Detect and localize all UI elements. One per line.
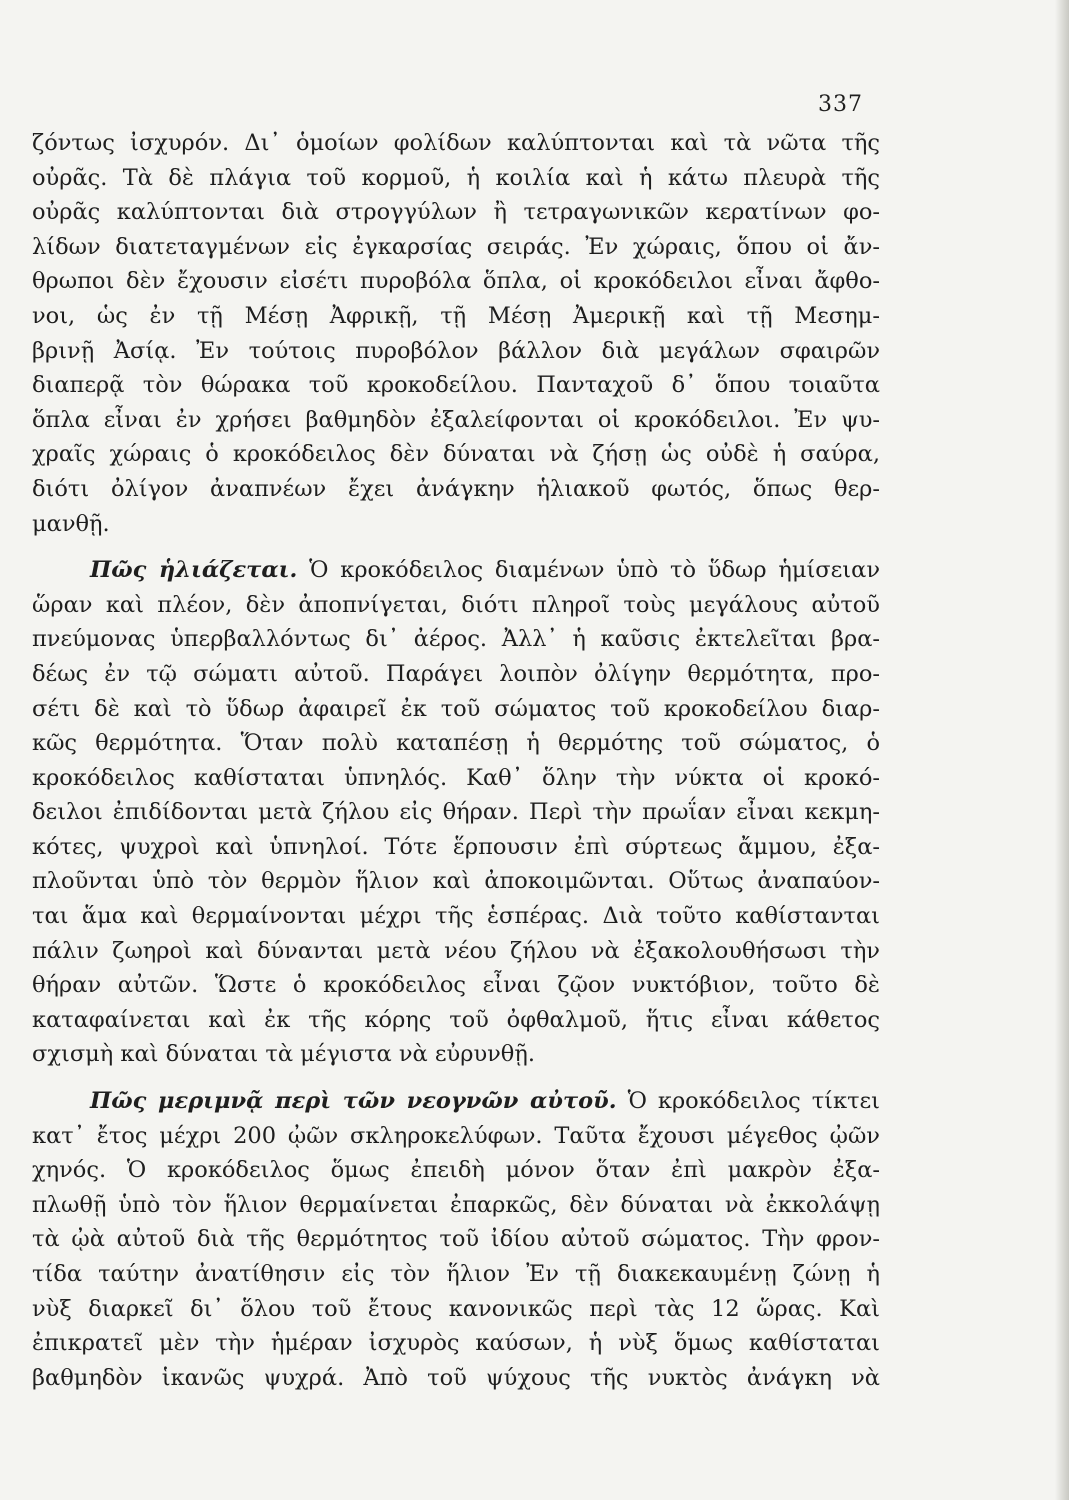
paragraph-3: [32, 1084, 880, 1395]
text-line: τὰ ᾠὰ αὐτοῦ διὰ τῆς θερμότητος τοῦ ἰδίου αὐτοῦ σώματος. Τὴν φρον-: [32, 1226, 880, 1253]
text-line: οὐρᾶς. Τὰ δὲ πλάγια τοῦ κορμοῦ, ἡ κοιλία καὶ ἡ κάτω πλευρὰ τῆς: [32, 164, 880, 191]
paragraph-first-line: [32, 553, 880, 588]
page-number: 337: [818, 92, 863, 117]
paragraph-first-line: [32, 1084, 880, 1119]
text-line: διότι ὀλίγον ἀναπνέων ἔχει ἀνάγκην ἡλιακοῦ φωτός, ὅπως θερ-: [32, 475, 880, 502]
text-line: καταφαίνεται καὶ ἐκ τῆς κόρης τοῦ ὀφθαλμοῦ, ἥτις εἶναι κάθετος: [32, 1006, 880, 1033]
text-line: κατ᾽ ἔτος μέχρι 200 ᾠῶν σκληροκελύφων. Ταῦτα ἔχουσι μέγεθος ᾠῶν: [32, 1122, 880, 1149]
text-line: νοι, ὡς ἐν τῇ Μέσῃ Ἀφρικῇ, τῇ Μέσῃ Ἀμερικῇ καὶ τῇ Μεσημ-: [32, 302, 880, 329]
section-heading: Πῶς ἡλιάζεται.: [90, 557, 298, 584]
first-line-text: Ὁ κροκόδειλος τίκτει: [627, 1088, 880, 1115]
text-line: λίδων διατεταγμένων εἰς ἐγκαρσίας σειράς. Ἐν χώραις, ὅπου οἱ ἄν-: [32, 233, 880, 260]
text-line: οὐρᾶς καλύπτονται διὰ στρογγύλων ἢ τετραγωνικῶν κερατίνων φο-: [32, 199, 880, 226]
section-heading: Πῶς μεριμνᾷ περὶ τῶν νεογνῶν αὐτοῦ.: [90, 1088, 617, 1115]
first-line-text: Ὁ κροκόδειλος διαμένων ὑπὸ τὸ ὕδωρ ἡμίσειαν: [309, 557, 880, 584]
text-line: ζόντως ἰσχυρόν. Δι᾽ ὁμοίων φολίδων καλύπτονται καὶ τὰ νῶτα τῆς: [32, 130, 880, 156]
page-edge: [1055, 0, 1069, 1500]
text-line: θήραν αὐτῶν. Ὥστε ὁ κροκόδειλος εἶναι ζῷον νυκτόβιον, τοῦτο δὲ: [32, 972, 880, 999]
text-line: πάλιν ζωηροὶ καὶ δύνανται μετὰ νέου ζήλου νὰ ἐξακολουθήσωσι τὴν: [32, 937, 880, 964]
text-line: πλοῦνται ὑπὸ τὸν θερμὸν ἥλιον καὶ ἀποκοιμῶνται. Οὕτως ἀναπαύον-: [32, 868, 880, 895]
text-line: νὺξ διαρκεῖ δι᾽ ὅλου τοῦ ἔτους κανονικῶς περὶ τὰς 12 ὥρας. Καὶ: [32, 1295, 880, 1322]
text-line: βαθμηδὸν ἱκανῶς ψυχρά. Ἀπὸ τοῦ ψύχους τῆς νυκτὸς ἀνάγκη νὰ: [32, 1364, 880, 1391]
paragraph-2: [32, 553, 880, 1072]
text-line: πνεύμονας ὑπερβαλλόντως δι᾽ ἀέρος. Ἀλλ᾽ ἡ καῦσις ἐκτελεῖται βρα-: [32, 626, 880, 653]
text-line: βρινῇ Ἀσίᾳ. Ἐν τούτοις πυροβόλον βάλλον διὰ μεγάλων σφαιρῶν: [32, 337, 880, 364]
text-line: κότες, ψυχροὶ καὶ ὑπνηλοί. Τότε ἕρπουσιν ἐπὶ σύρτεως ἄμμου, ἐξα-: [32, 833, 880, 860]
body-text: [32, 126, 880, 1395]
text-line: ὥραν καὶ πλέον, δὲν ἀποπνίγεται, διότι πληροῖ τοὺς μεγάλους αὐτοῦ: [32, 591, 880, 618]
text-line: δέως ἐν τῷ σώματι αὐτοῦ. Παράγει λοιπὸν ὀλίγην θερμότητα, προ-: [32, 660, 880, 687]
text-line: χηνός. Ὁ κροκόδειλος ὅμως ἐπειδὴ μόνον ὅταν ἐπὶ μακρὸν ἐξα-: [32, 1157, 880, 1184]
text-line: σέτι δὲ καὶ τὸ ὕδωρ ἀφαιρεῖ ἐκ τοῦ σώματος τοῦ κροκοδείλου διαρ-: [32, 695, 880, 722]
text-line: θρωποι δὲν ἔχουσιν εἰσέτι πυροβόλα ὅπλα, οἱ κροκόδειλοι εἶναι ἄφθο-: [32, 268, 880, 295]
paragraph-1: [32, 126, 880, 541]
text-line: κροκόδειλος καθίσταται ὑπνηλός. Καθ᾽ ὅλην τὴν νύκτα οἱ κροκό-: [32, 764, 880, 791]
text-line: ται ἅμα καὶ θερμαίνονται μέχρι τῆς ἑσπέρας. Διὰ τοῦτο καθίστανται: [32, 903, 880, 930]
text-line: κῶς θερμότητα. Ὅταν πολὺ καταπέσῃ ἡ θερμότης τοῦ σώματος, ὁ: [32, 730, 880, 757]
text-line: σχισμὴ καὶ δύναται τὰ μέγιστα νὰ εὐρυνθῇ.: [32, 1041, 535, 1068]
text-line: πλωθῇ ὑπὸ τὸν ἥλιον θερμαίνεται ἐπαρκῶς, δὲν δύναται νὰ ἐκκολάψῃ: [32, 1191, 880, 1218]
text-line: χραῖς χώραις ὁ κροκόδειλος δὲν δύναται νὰ ζήσῃ ὡς οὐδὲ ἡ σαύρα,: [32, 441, 880, 468]
text-line: τίδα ταύτην ἀνατίθησιν εἰς τὸν ἥλιον Ἐν τῇ διακεκαυμένῃ ζώνῃ ἡ: [32, 1261, 880, 1287]
text-line: μανθῇ.: [32, 510, 110, 537]
text-line: δειλοι ἐπιδίδονται μετὰ ζήλου εἰς θήραν. Περὶ τὴν πρωΐαν εἶναι κεκμη-: [32, 799, 880, 826]
text-line: ἐπικρατεῖ μὲν τὴν ἡμέραν ἰσχυρὸς καύσων, ἡ νὺξ ὅμως καθίσταται: [32, 1330, 880, 1357]
text-line: ὅπλα εἶναι ἐν χρήσει βαθμηδὸν ἐξαλείφονται οἱ κροκόδειλοι. Ἐν ψυ-: [32, 406, 880, 433]
text-line: διαπερᾷ τὸν θώρακα τοῦ κροκοδείλου. Πανταχοῦ δ᾽ ὅπου τοιαῦτα: [32, 372, 880, 399]
